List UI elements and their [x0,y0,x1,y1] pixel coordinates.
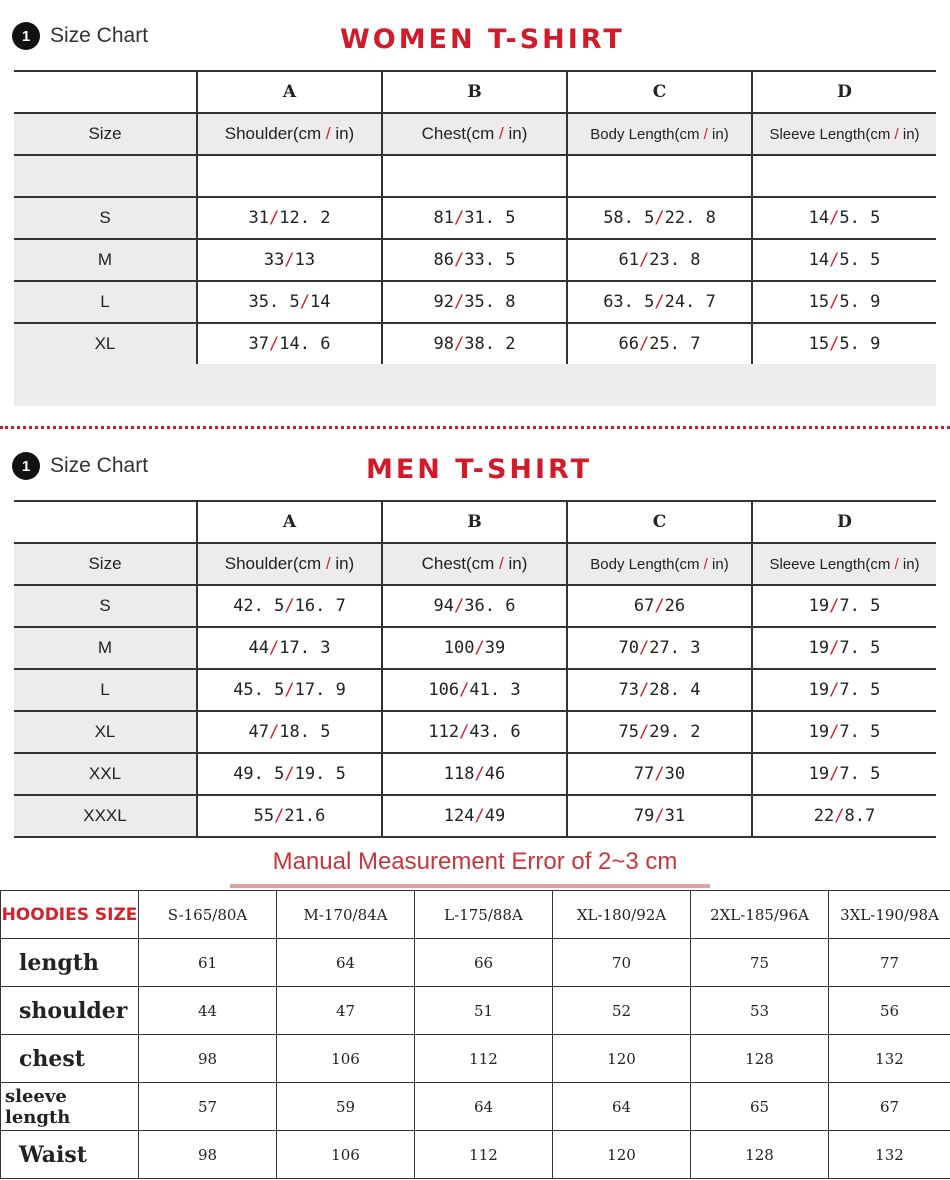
cm-value: 15 [808,334,830,354]
slash-separator: / [454,250,465,270]
slash-separator: / [639,638,650,658]
measure-cell [197,197,382,239]
empty-cell [197,155,382,197]
in-value: 23. 8 [649,250,701,270]
cm-value: 49. 5 [233,764,285,784]
size-cell: S [14,197,197,239]
hoodie-value-cell: 59 [277,1083,415,1131]
hoodie-size-2xl: 2XL-185/96A [691,891,829,939]
table-row [14,795,936,837]
col-letter-b: B [382,71,567,113]
cm-value: 73 [618,680,640,700]
hoodie-size-s: S-165/80A [139,891,277,939]
cm-value: 124 [443,806,475,826]
hoodie-value-cell: 67 [829,1083,950,1131]
measure-cell [567,669,752,711]
letter-row [14,501,936,543]
hoodie-value-cell: 53 [691,987,829,1035]
slash-separator: / [284,596,295,616]
cm-value: 79 [633,806,655,826]
hoodie-size-xl: XL-180/92A [553,891,691,939]
cm-value: 15 [808,292,830,312]
men-size-table [14,500,936,838]
measure-cell [382,627,567,669]
measure-cell [567,323,752,365]
cm-value: 42. 5 [233,596,285,616]
body-length-header: Body Length(cm / in) [567,543,752,585]
measure-cell [382,197,567,239]
slash-separator: / [829,764,840,784]
in-value: 41. 3 [469,680,521,700]
in-value: 36. 6 [464,596,516,616]
hoodie-value-cell: 132 [829,1035,950,1083]
size-cell: S [14,585,197,627]
cm-value: 31 [248,208,270,228]
chest-header: Chest(cm / in) [382,543,567,585]
measure-cell [382,281,567,323]
hoodie-value-cell: 77 [829,939,950,987]
in-value: 31 [664,806,686,826]
slash-separator: / [639,722,650,742]
sleeve-length-header: Sleeve Length(cm / in) [752,113,936,155]
measure-cell [382,753,567,795]
measure-cell [567,795,752,837]
table-row [14,753,936,795]
men-size-chart-label [12,452,148,480]
slash-separator: / [454,292,465,312]
slash-separator: / [829,334,840,354]
in-value: 30 [664,764,686,784]
women-size-table [14,70,936,366]
table-row [1,987,950,1035]
slash-separator: / [284,250,295,270]
cm-value: 19 [808,722,830,742]
in-value: 5. 5 [839,250,881,270]
size-chart-text: Size Chart [50,454,149,477]
measure-cell [197,585,382,627]
in-value: 22. 8 [664,208,716,228]
col-letter-d: D [752,501,936,543]
slash-separator: / [284,764,295,784]
slash-separator: / [834,806,845,826]
slash-separator: / [654,208,665,228]
in-value: 28. 4 [649,680,701,700]
cm-value: 92 [433,292,455,312]
cm-value: 100 [443,638,475,658]
in-value: 5. 9 [839,292,881,312]
in-value: 7. 5 [839,680,881,700]
in-value: 5. 9 [839,334,881,354]
slash-separator: / [454,208,465,228]
table-row [14,197,936,239]
women-title: WOMEN T-SHIRT [340,24,625,55]
empty-cell [14,155,197,197]
measure-cell [382,795,567,837]
sleeve-length-header: Sleeve Length(cm / in) [752,543,936,585]
hoodie-value-cell: 52 [553,987,691,1035]
hoodie-value-cell: 51 [415,987,553,1035]
cm-value: 14 [808,250,830,270]
measure-cell [752,753,936,795]
slash-separator: / [829,596,840,616]
in-value: 12. 2 [279,208,331,228]
cm-value: 118 [443,764,475,784]
in-value: 16. 7 [294,596,346,616]
hoodie-value-cell: 66 [415,939,553,987]
cm-value: 44 [248,638,270,658]
empty-cell [567,155,752,197]
hoodie-value-cell: 44 [139,987,277,1035]
hoodie-size-3xl: 3XL-190/98A [829,891,950,939]
slash-separator: / [274,806,285,826]
slash-separator: / [454,334,465,354]
cm-value: 35. 5 [248,292,300,312]
hoodie-value-cell: 120 [553,1035,691,1083]
women-table-footer [14,364,936,406]
slash-separator: / [654,292,665,312]
hoodie-value-cell: 56 [829,987,950,1035]
cm-value: 19 [808,596,830,616]
in-value: 5. 5 [839,208,881,228]
in-value: 24. 7 [664,292,716,312]
hoodie-value-cell: 47 [277,987,415,1035]
slash-separator: / [284,680,295,700]
hoodie-value-cell: 64 [277,939,415,987]
shoulder-header: Shoulder(cm / in) [197,543,382,585]
size-cell: XXXL [14,795,197,837]
cm-value: 14 [808,208,830,228]
cm-value: 37 [248,334,270,354]
in-value: 17. 3 [279,638,331,658]
in-value: 7. 5 [839,596,881,616]
measure-cell [567,753,752,795]
measure-cell [752,795,936,837]
cm-value: 63. 5 [603,292,655,312]
in-value: 26 [664,596,686,616]
shoulder-header: Shoulder(cm / in) [197,113,382,155]
cm-value: 75 [618,722,640,742]
hoodies-header-row [1,891,950,939]
hoodie-value-cell: 132 [829,1131,950,1179]
cm-value: 112 [428,722,460,742]
measure-cell [197,795,382,837]
cm-value: 19 [808,638,830,658]
size-cell: L [14,281,197,323]
slash-separator: / [269,208,280,228]
slash-separator: / [829,722,840,742]
hoodies-size-label: HOODIES SIZE [1,891,139,939]
in-value: 13 [294,250,316,270]
hoodie-value-cell: 65 [691,1083,829,1131]
col-letter-a: A [197,501,382,543]
number-badge-icon: 1 [12,452,40,480]
cm-value: 55 [253,806,275,826]
slash-separator: / [654,764,665,784]
table-row [14,239,936,281]
cm-value: 67 [633,596,655,616]
in-value: 17. 9 [294,680,346,700]
in-value: 29. 2 [649,722,701,742]
in-value: 38. 2 [464,334,516,354]
col-letter-d: D [752,71,936,113]
hoodie-value-cell: 112 [415,1035,553,1083]
hoodie-measure-label: Waist [1,1131,139,1179]
in-value: 18. 5 [279,722,331,742]
hoodie-value-cell: 75 [691,939,829,987]
cm-value: 94 [433,596,455,616]
empty-cell [14,71,197,113]
size-header: Size [14,113,197,155]
header-row [14,543,936,585]
in-value: 21.6 [284,806,326,826]
table-row [1,1083,950,1131]
hoodie-value-cell: 128 [691,1131,829,1179]
cm-value: 47 [248,722,270,742]
size-cell: M [14,239,197,281]
women-tshirt-section [0,0,950,410]
slash-separator: / [269,722,280,742]
measure-cell [197,239,382,281]
measure-cell [382,711,567,753]
table-row [14,323,936,365]
size-cell: M [14,627,197,669]
in-value: 14. 6 [279,334,331,354]
slash-separator: / [454,596,465,616]
empty-cell [752,155,936,197]
hoodie-value-cell: 98 [139,1035,277,1083]
letter-row [14,71,936,113]
measure-cell [197,669,382,711]
size-header: Size [14,543,197,585]
measure-cell [752,711,936,753]
slash-separator: / [639,680,650,700]
hoodie-size-m: M-170/84A [277,891,415,939]
slash-separator: / [459,680,470,700]
slash-separator: / [474,806,485,826]
hoodie-value-cell: 106 [277,1131,415,1179]
measure-cell [752,585,936,627]
col-letter-b: B [382,501,567,543]
cm-value: 58. 5 [603,208,655,228]
cm-value: 33 [263,250,285,270]
slash-separator: / [829,680,840,700]
slash-separator: / [654,806,665,826]
measure-cell [752,197,936,239]
in-value: 7. 5 [839,764,881,784]
empty-cell [382,155,567,197]
in-value: 43. 6 [469,722,521,742]
in-value: 7. 5 [839,722,881,742]
number-badge-icon: 1 [12,22,40,50]
in-value: 33. 5 [464,250,516,270]
measure-cell [197,753,382,795]
hoodie-value-cell: 106 [277,1035,415,1083]
measure-cell [752,323,936,365]
table-row [1,1035,950,1083]
header-row [14,113,936,155]
size-cell: XL [14,323,197,365]
measure-cell [382,585,567,627]
cm-value: 86 [433,250,455,270]
cm-value: 98 [433,334,455,354]
cm-value: 66 [618,334,640,354]
measure-cell [567,197,752,239]
slash-separator: / [474,638,485,658]
slash-separator: / [829,208,840,228]
slash-separator: / [654,596,665,616]
measure-cell [197,281,382,323]
in-value: 14 [309,292,331,312]
in-value: 35. 8 [464,292,516,312]
table-row [14,585,936,627]
measure-cell [567,711,752,753]
slash-separator: / [829,638,840,658]
hoodie-size-l: L-175/88A [415,891,553,939]
measure-cell [382,239,567,281]
hoodie-value-cell: 64 [553,1083,691,1131]
slash-separator: / [299,292,310,312]
in-value: 8.7 [844,806,876,826]
chest-header: Chest(cm / in) [382,113,567,155]
in-value: 25. 7 [649,334,701,354]
measure-cell [567,239,752,281]
slash-separator: / [474,764,485,784]
measure-cell [567,627,752,669]
hoodie-value-cell: 70 [553,939,691,987]
size-chart-text: Size Chart [50,24,149,47]
in-value: 39 [484,638,506,658]
empty-cell [14,501,197,543]
measure-cell [752,627,936,669]
hoodie-measure-label: shoulder [1,987,139,1035]
cm-value: 19 [808,680,830,700]
slash-separator: / [459,722,470,742]
hoodie-measure-label: length [1,939,139,987]
hoodies-size-table [0,890,950,1179]
men-title: MEN T-SHIRT [366,454,593,485]
slash-separator: / [269,638,280,658]
col-letter-a: A [197,71,382,113]
hoodie-measure-label: sleeve length [1,1083,139,1131]
cm-value: 19 [808,764,830,784]
in-value: 27. 3 [649,638,701,658]
slash-separator: / [269,334,280,354]
hoodie-value-cell: 61 [139,939,277,987]
measure-cell [567,585,752,627]
table-row [14,627,936,669]
women-size-chart-label [12,22,148,50]
cm-value: 106 [428,680,460,700]
hoodie-value-cell: 120 [553,1131,691,1179]
cm-value: 70 [618,638,640,658]
col-letter-c: C [567,501,752,543]
slash-separator: / [829,292,840,312]
in-value: 31. 5 [464,208,516,228]
measure-cell [567,281,752,323]
in-value: 46 [484,764,506,784]
hoodie-value-cell: 98 [139,1131,277,1179]
hoodie-value-cell: 112 [415,1131,553,1179]
size-cell: L [14,669,197,711]
measure-cell [197,711,382,753]
measure-cell [382,669,567,711]
table-row [14,281,936,323]
table-row [1,939,950,987]
measure-cell [752,669,936,711]
measurement-error-note: Manual Measurement Error of 2~3 cm [272,848,678,875]
in-value: 49 [484,806,506,826]
in-value: 7. 5 [839,638,881,658]
hoodie-measure-label: chest [1,1035,139,1083]
error-note-underline [230,884,710,888]
measure-cell [752,239,936,281]
blank-row [14,155,936,197]
cm-value: 61 [618,250,640,270]
in-value: 19. 5 [294,764,346,784]
cm-value: 77 [633,764,655,784]
cm-value: 45. 5 [233,680,285,700]
cm-value: 81 [433,208,455,228]
measure-cell [752,281,936,323]
size-cell: XL [14,711,197,753]
dotted-divider [0,426,950,429]
slash-separator: / [639,334,650,354]
men-tshirt-section [0,440,950,840]
hoodie-value-cell: 128 [691,1035,829,1083]
measure-cell [197,323,382,365]
col-letter-c: C [567,71,752,113]
size-cell: XXL [14,753,197,795]
table-row [1,1131,950,1179]
measure-cell [382,323,567,365]
body-length-header: Body Length(cm / in) [567,113,752,155]
slash-separator: / [829,250,840,270]
table-row [14,669,936,711]
measure-cell [197,627,382,669]
slash-separator: / [639,250,650,270]
hoodie-value-cell: 64 [415,1083,553,1131]
hoodie-value-cell: 57 [139,1083,277,1131]
table-row [14,711,936,753]
cm-value: 22 [813,806,835,826]
